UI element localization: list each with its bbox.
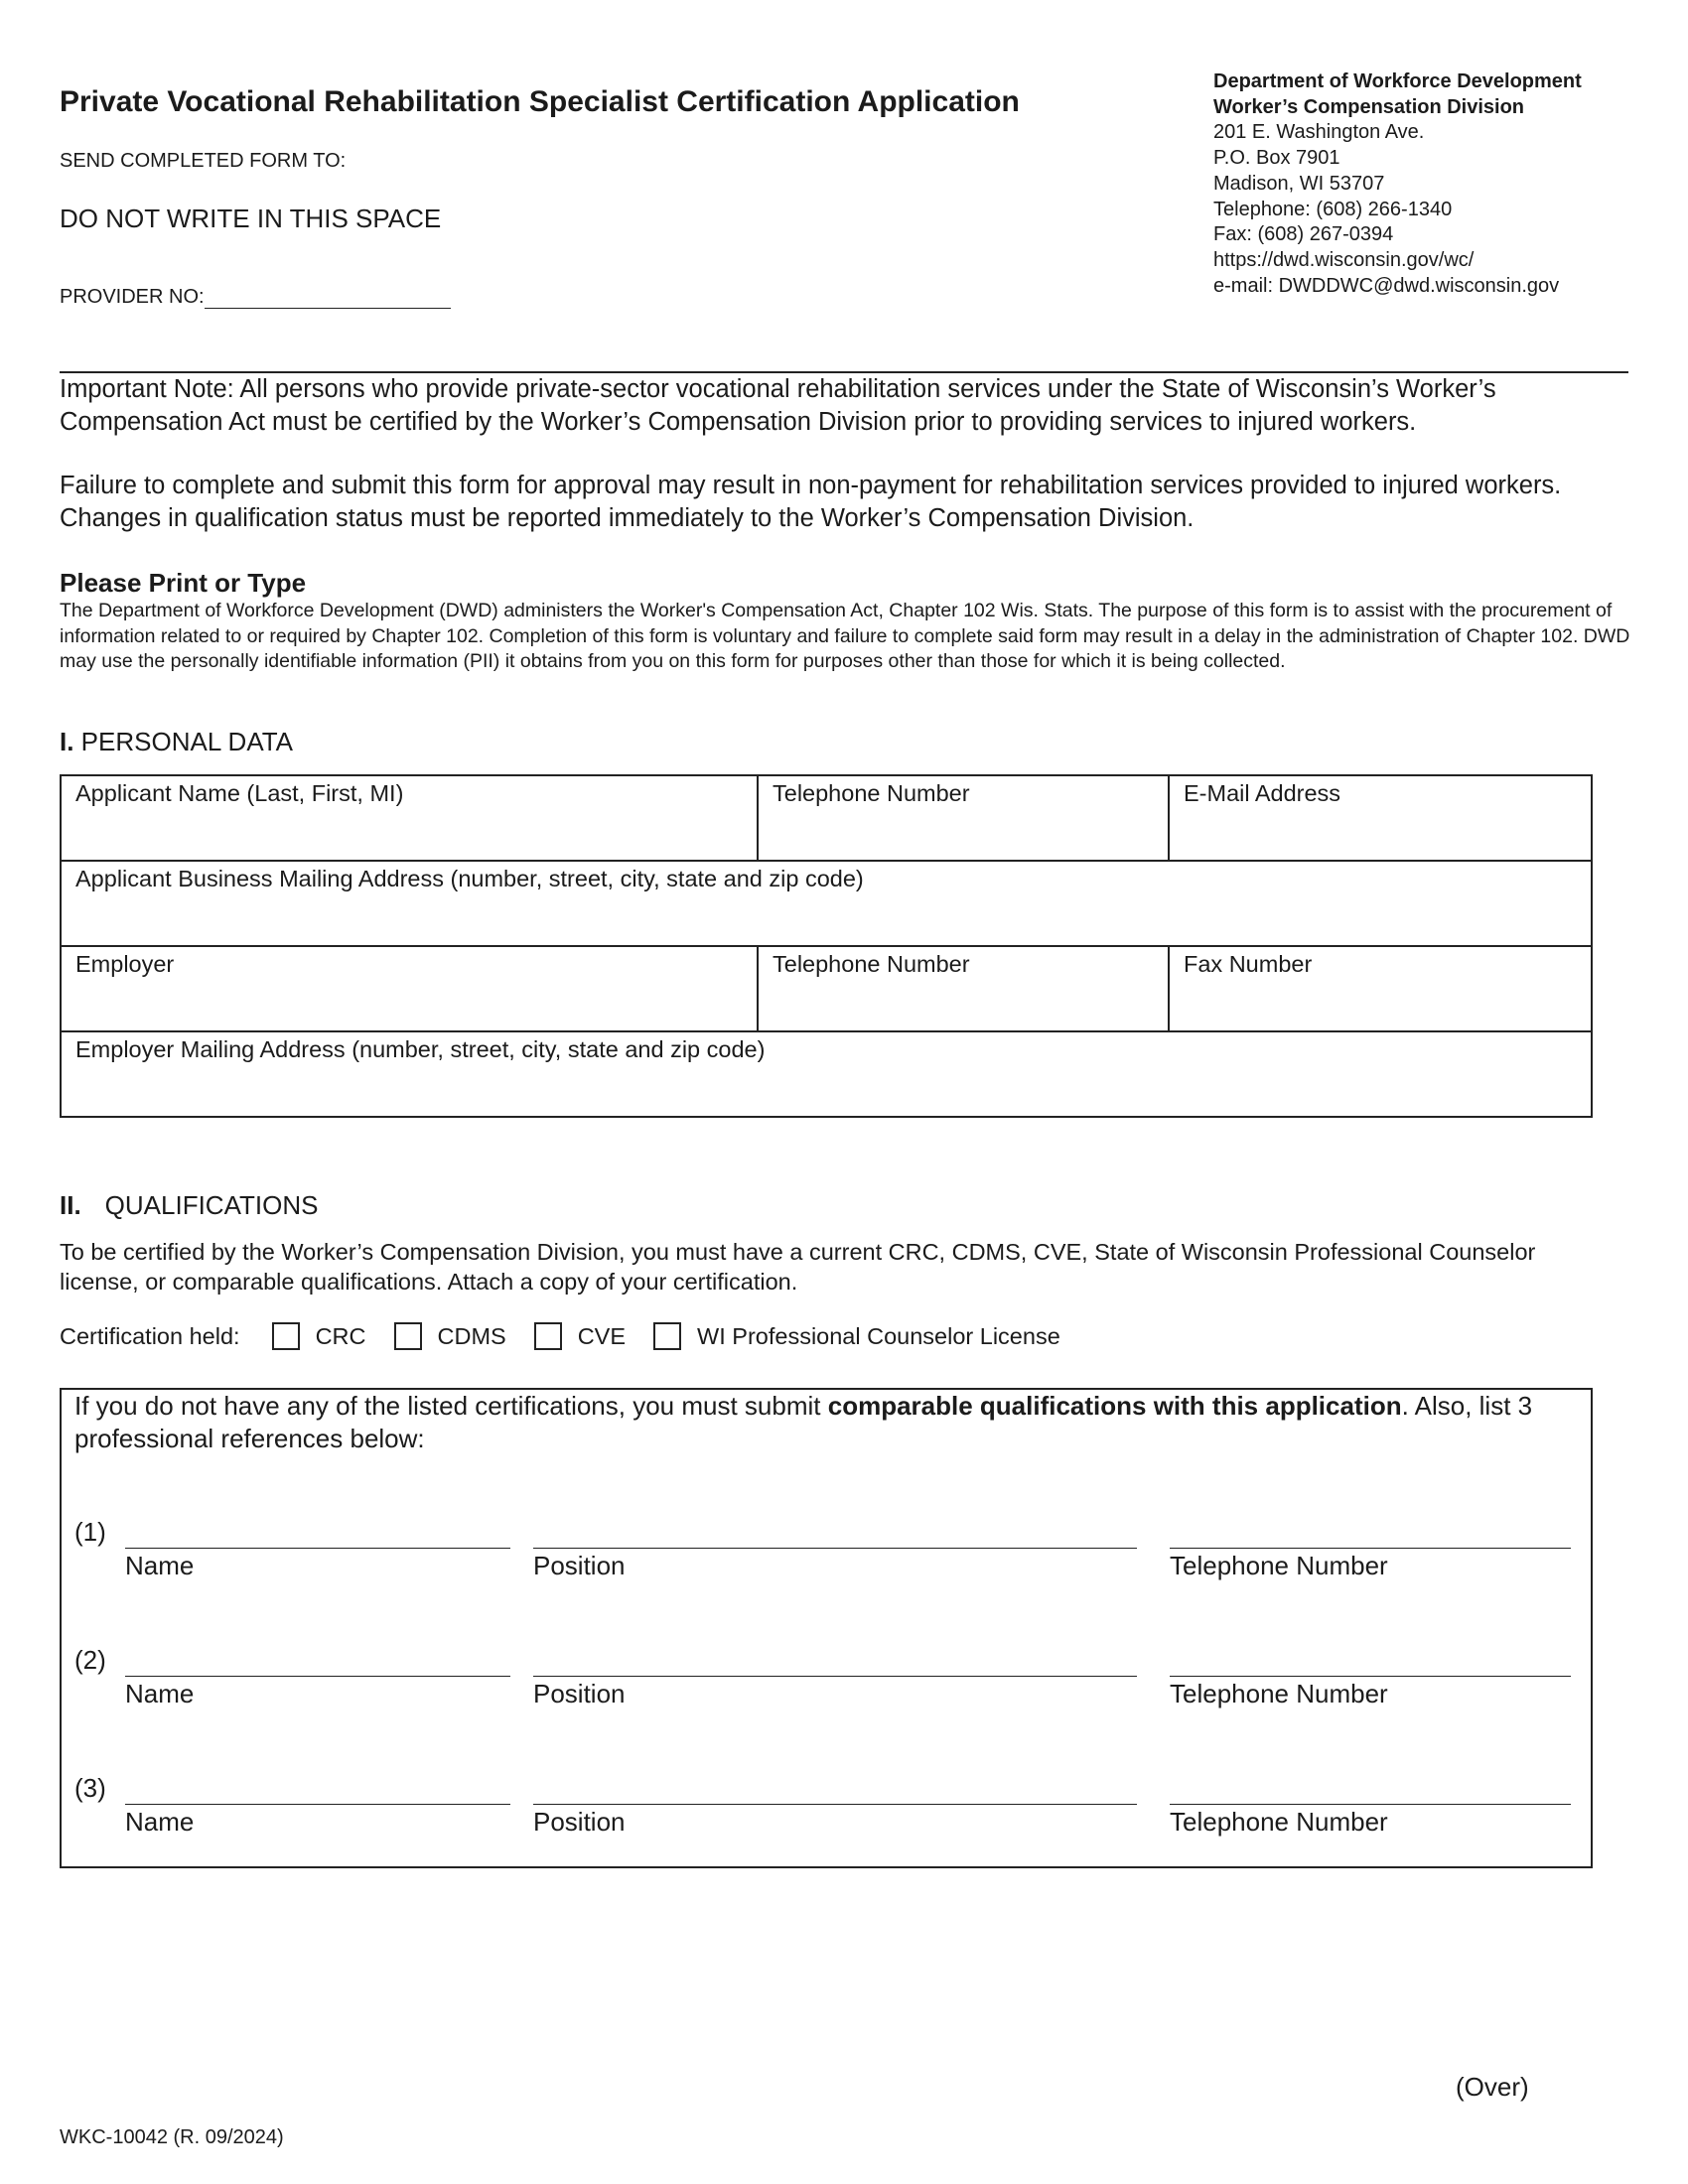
field-label: Telephone Number: [773, 780, 970, 806]
reference-phone-label: Telephone Number: [1170, 1551, 1388, 1580]
failure-note: Failure to complete and submit this form for approval may result in non-payment for rehabilitation services provided to injured workers. Changes in qualification status must be reported immediately to the Worker’s Compensation Division.: [60, 472, 1562, 532]
certification-label: Certification held:: [60, 1322, 240, 1349]
cert-cdms-option[interactable]: [394, 1322, 506, 1350]
cert-crc-label: CRC: [315, 1322, 366, 1349]
cert-crc-option[interactable]: [272, 1322, 366, 1350]
employer-field[interactable]: [61, 946, 758, 1031]
cert-wi-license-option[interactable]: [653, 1322, 1060, 1350]
ref-intro-text: If you do not have any of the listed certifications, you must submit: [74, 1391, 828, 1421]
over-label: (Over): [1456, 2072, 1529, 2102]
cert-wi-license-label: WI Professional Counselor License: [697, 1322, 1060, 1349]
important-note: Important Note: All persons who provide private-sector vocational rehabilitation services under the State of Wisconsin’s Worker’s Compensation Act must be certified by the Worker’s Compensation Division prior to providing services to injured workers.: [60, 375, 1496, 436]
provider-number-field: [60, 286, 451, 309]
field-label: E-Mail Address: [1184, 780, 1341, 806]
field-label: Employer: [75, 951, 175, 977]
cert-wi-license-checkbox[interactable]: [653, 1322, 681, 1350]
reference-name-label: Name: [125, 1551, 195, 1580]
section-number: II.: [60, 1190, 81, 1220]
reference-2-phone-line[interactable]: [1170, 1676, 1571, 1677]
provider-number-line: [205, 288, 451, 309]
field-label: Fax Number: [1184, 951, 1313, 977]
employer-telephone-field[interactable]: [758, 946, 1169, 1031]
section-personal-heading: [60, 727, 293, 757]
cert-cve-label: CVE: [577, 1322, 627, 1349]
reference-2-position-line[interactable]: [533, 1676, 1137, 1677]
cert-cve-option[interactable]: [534, 1322, 626, 1350]
applicant-name-field[interactable]: [61, 775, 758, 861]
applicant-email-field[interactable]: [1169, 775, 1592, 861]
department-address-block: [1213, 69, 1582, 299]
ref-intro-end: . Also, list 3 professional references below:: [74, 1391, 1533, 1453]
reference-name-label: Name: [125, 1679, 195, 1708]
reference-number: (2): [74, 1645, 106, 1675]
website: https://dwd.wisconsin.gov/wc/: [1213, 248, 1475, 271]
field-label: Applicant Business Mailing Address (number, street, city, state and zip code): [75, 866, 864, 891]
reference-position-label: Position: [533, 1551, 626, 1580]
cert-cdms-label: CDMS: [437, 1322, 506, 1349]
employer-fax-field[interactable]: [1169, 946, 1592, 1031]
reference-2-name-line[interactable]: [125, 1676, 510, 1677]
reference-3-phone-line[interactable]: [1170, 1804, 1571, 1805]
street-address: 201 E. Washington Ave.: [1213, 121, 1425, 144]
email: e-mail: DWDDWC@dwd.wisconsin.gov: [1213, 274, 1560, 297]
cert-cdms-checkbox[interactable]: [394, 1322, 422, 1350]
applicant-telephone-field[interactable]: [758, 775, 1169, 861]
section-qualifications-heading: [60, 1190, 318, 1221]
provider-number-label: PROVIDER NO:: [60, 286, 205, 308]
please-print-heading: Please Print or Type: [60, 568, 307, 598]
department-name: Department of Workforce Development: [1213, 70, 1582, 92]
reference-position-label: Position: [533, 1679, 626, 1708]
division-name: Worker’s Compensation Division: [1213, 95, 1525, 118]
reference-phone-label: Telephone Number: [1170, 1807, 1388, 1837]
certification-held-row: [60, 1322, 1088, 1350]
city-state-zip: Madison, WI 53707: [1213, 172, 1385, 195]
cert-crc-checkbox[interactable]: [272, 1322, 300, 1350]
form-number: WKC-10042 (R. 09/2024): [60, 2126, 284, 2148]
reference-1-phone-line[interactable]: [1170, 1548, 1571, 1549]
field-label: Applicant Name (Last, First, MI): [75, 780, 404, 806]
cert-cve-checkbox[interactable]: [534, 1322, 562, 1350]
section-title: PERSONAL DATA: [73, 727, 294, 756]
reference-number: (1): [74, 1517, 106, 1547]
reference-3-position-line[interactable]: [533, 1804, 1137, 1805]
employer-address-field[interactable]: [61, 1031, 1592, 1117]
qualifications-description: To be certified by the Worker’s Compensation Division, you must have a current CRC, CDMS, CVE, State of Wisconsin Professional Counselor license, or comparable qualifications. Attach a copy of your certification.: [60, 1239, 1536, 1295]
references-intro: [74, 1390, 1584, 1455]
reference-phone-label: Telephone Number: [1170, 1679, 1388, 1708]
references-box: [60, 1388, 1593, 1868]
field-label: Employer Mailing Address (number, street, city, state and zip code): [75, 1036, 766, 1062]
section-title: QUALIFICATIONS: [104, 1190, 319, 1220]
section-number: I.: [60, 727, 74, 756]
do-not-write-label: DO NOT WRITE IN THIS SPACE: [60, 204, 442, 233]
reference-3-name-line[interactable]: [125, 1804, 510, 1805]
reference-name-label: Name: [125, 1807, 195, 1837]
reference-1-position-line[interactable]: [533, 1548, 1137, 1549]
send-to-label: SEND COMPLETED FORM TO:: [60, 150, 347, 172]
reference-1-name-line[interactable]: [125, 1548, 510, 1549]
reference-position-label: Position: [533, 1807, 626, 1837]
field-label: Telephone Number: [773, 951, 970, 977]
page-title: Private Vocational Rehabilitation Specialist Certification Application: [60, 85, 1020, 118]
fax: Fax: (608) 267-0394: [1213, 223, 1394, 246]
po-box: P.O. Box 7901: [1213, 147, 1340, 170]
reference-number: (3): [74, 1773, 106, 1803]
personal-data-table: [60, 774, 1593, 1118]
privacy-statement: The Department of Workforce Development (DWD) administers the Worker's Compensation Act, Chapter 102 Wis. Stats. The purpose of this form is to assist with the procurement of information related to or required by Chapter 102. Completion of this form is voluntary and failure to complete said form may result in a delay in the administration of Chapter 102. DWD may use the personally identifiable information (PII) it obtains from you on this form for purposes other than those for which it is being collected.: [60, 600, 1630, 672]
telephone: Telephone: (608) 266-1340: [1213, 198, 1453, 220]
ref-intro-bold: comparable qualifications with this application: [827, 1391, 1402, 1421]
business-address-field[interactable]: [61, 861, 1592, 946]
